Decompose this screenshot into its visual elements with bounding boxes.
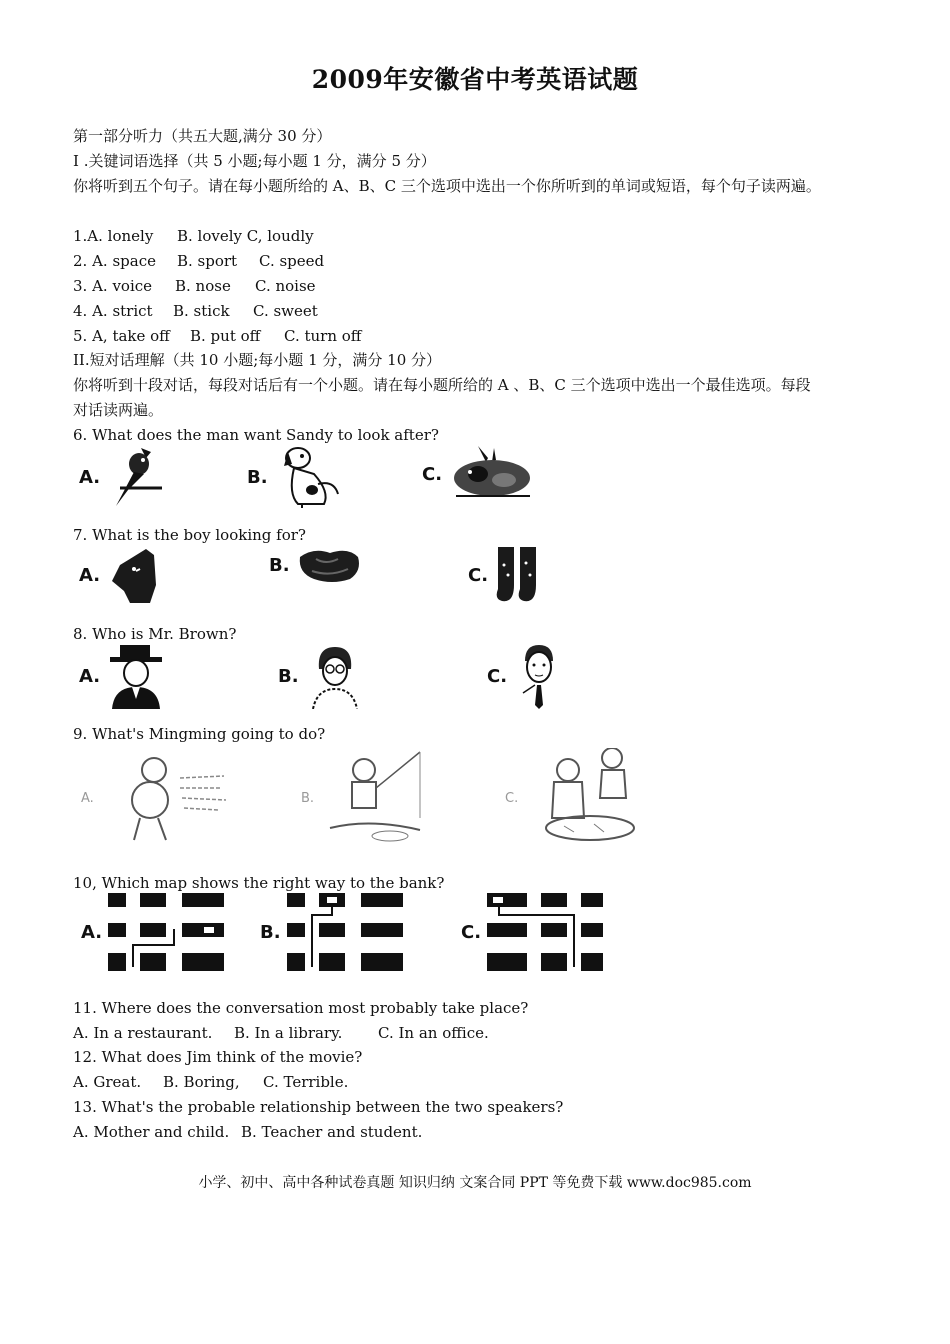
question-12-options	[73, 1072, 348, 1092]
question-7: 7. What is the boy looking for?	[73, 526, 306, 544]
option-a: A.	[79, 545, 166, 605]
option-c: C.	[487, 643, 563, 709]
page-title: 2009年安徽省中考英语试题	[311, 65, 639, 94]
option-b: B. sport	[177, 252, 238, 270]
option-b: B. lovely C, loudly	[177, 227, 314, 245]
part-heading: 第一部分听力（共五大题,满分 30 分）	[73, 127, 332, 145]
question-11: 11. Where does the conversation most probably take place?	[73, 999, 529, 1017]
question-11-options	[73, 1023, 489, 1043]
option-b: B. nose	[175, 277, 231, 295]
option-a: A.	[81, 893, 224, 971]
fishing-icon	[320, 748, 430, 848]
map-icon	[108, 893, 224, 971]
option-b: B. Teacher and student.	[241, 1123, 423, 1141]
option-c: C.	[468, 545, 544, 605]
option-b: B.	[269, 545, 362, 585]
option-a: A. In a restaurant.	[73, 1024, 213, 1042]
option-b: B.	[260, 893, 403, 971]
socks-icon	[494, 545, 544, 605]
option-a: 3. A. voice	[73, 277, 153, 295]
option-b: B.	[301, 748, 430, 848]
bird-icon	[106, 444, 166, 510]
option-b: B. Boring,	[163, 1073, 240, 1091]
man-with-tie-icon	[513, 643, 563, 709]
glove-icon	[106, 545, 166, 605]
footer: 小学、初中、高中各种试卷真题 知识归纳 文案合同 PPT 等免费下载 www.doc985.com	[198, 1175, 752, 1191]
question-10: 10, Which map shows the right way to the bank?	[73, 874, 445, 892]
option-b: B. stick	[173, 302, 230, 320]
man-with-hat-icon	[106, 643, 166, 709]
option-c: C.	[422, 444, 534, 504]
skating-icon	[100, 748, 230, 848]
option-c: C.	[505, 748, 654, 848]
option-a: 5. A, take off	[73, 327, 170, 345]
option-a: 1.A. lonely	[73, 227, 154, 245]
scarf-icon	[296, 545, 362, 585]
option-c: C.	[461, 893, 603, 971]
question-8: 8. Who is Mr. Brown?	[73, 625, 237, 643]
dog-icon	[274, 444, 344, 510]
option-a: A. Great.	[73, 1073, 142, 1091]
woman-with-glasses-icon	[305, 643, 365, 709]
option-a: A.	[79, 643, 166, 709]
option-a: 4. A. strict	[73, 302, 153, 320]
question-2	[73, 251, 324, 271]
section1-heading: I .关键词语选择（共 5 小题;每小题 1 分，满分 5 分）	[73, 152, 436, 170]
option-c: C. Terrible.	[263, 1073, 349, 1091]
option-b: B.	[278, 643, 365, 709]
question-5	[73, 326, 361, 346]
option-c: C. turn off	[284, 327, 362, 345]
option-a: 2. A. space	[73, 252, 156, 270]
option-b: B. put off	[190, 327, 261, 345]
option-c: C. noise	[255, 277, 316, 295]
option-b: B.	[247, 444, 344, 510]
option-a: A. Mother and child.	[73, 1123, 230, 1141]
question-13-options	[73, 1122, 422, 1142]
cooking-icon	[524, 748, 654, 848]
question-4	[73, 301, 318, 321]
option-b: B. In a library.	[234, 1024, 343, 1042]
question-13: 13. What's the probable relationship between the two speakers?	[73, 1098, 564, 1116]
section2-instructions-cont: 对话读两遍。	[73, 401, 164, 419]
question-3	[73, 276, 316, 296]
option-c: C. sweet	[253, 302, 318, 320]
rabbit-icon	[448, 444, 534, 504]
map-icon	[287, 893, 403, 971]
option-a: A.	[79, 444, 166, 510]
question-9: 9. What's Mingming going to do?	[73, 725, 326, 743]
option-c: C. In an office.	[378, 1024, 489, 1042]
section2-instructions: 你将听到十段对话，每段对话后有一个小题。请在每小题所给的 A 、B、C 三个选项中选出一个最佳选项。每段	[73, 376, 811, 394]
section1-instructions: 你将听到五个句子。请在每小题所给的 A、B、C 三个选项中选出一个你所听到的单词或短语，每个句子读两遍。	[73, 177, 821, 195]
question-12: 12. What does Jim think of the movie?	[73, 1048, 363, 1066]
option-c: C. speed	[259, 252, 325, 270]
section2-heading: II.短对话理解（共 10 小题;每小题 1 分，满分 10 分）	[73, 351, 441, 369]
map-icon	[487, 893, 603, 971]
option-a: A.	[81, 748, 230, 848]
question-6: 6. What does the man want Sandy to look after?	[73, 426, 439, 444]
question-1	[73, 226, 314, 246]
